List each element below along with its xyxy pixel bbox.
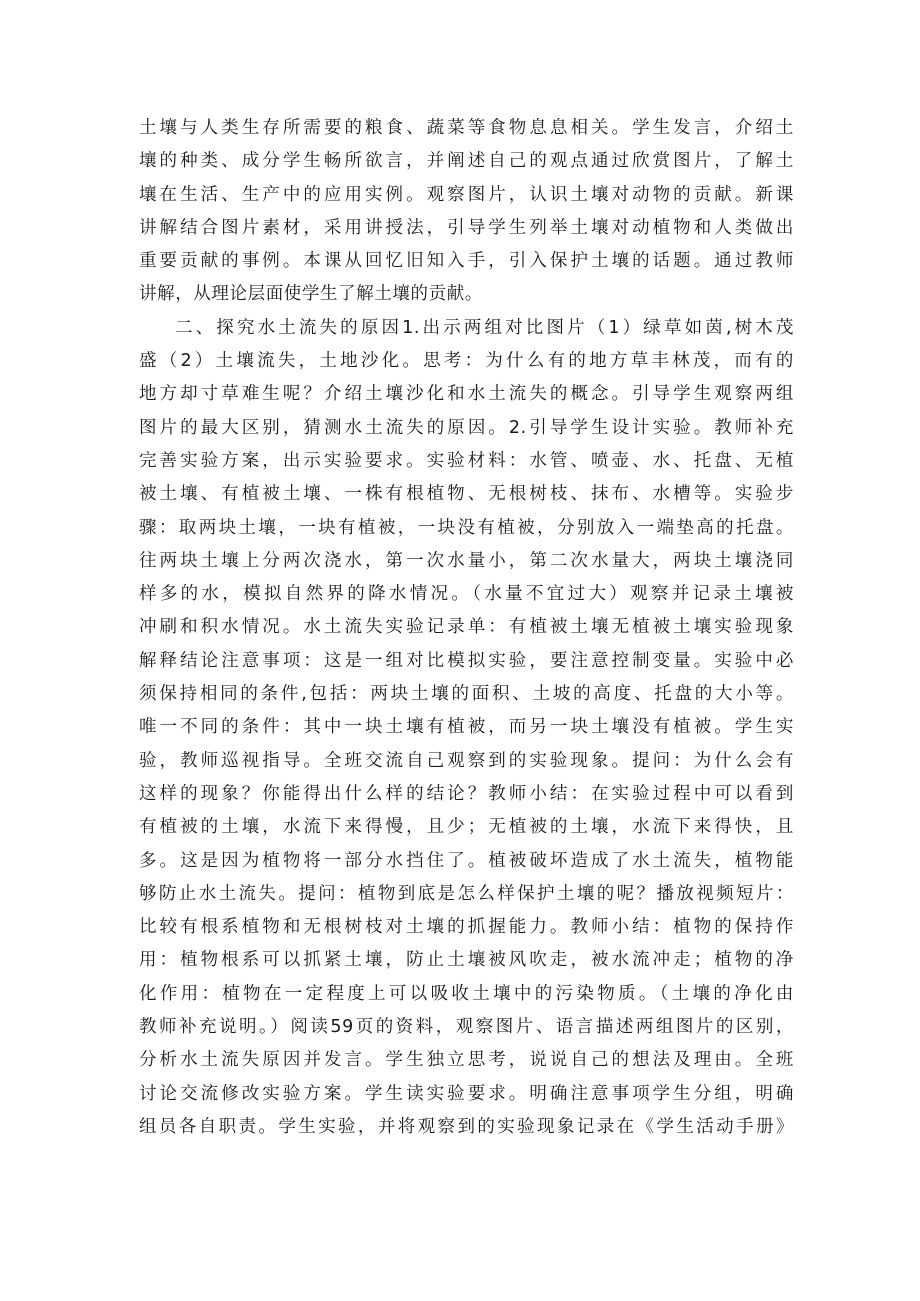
text-line: 须保持相同的条件,包括：两块土壤的面积、土坡的高度、托盘的大小等。 [139, 684, 794, 705]
text-line: 地方却寸草难生呢？介绍土壤沙化和水土流失的概念。引导学生观察两组 [139, 384, 794, 405]
text-line: 图片的最大区别，猜测水土流失的原因。2.引导学生设计实验。教师补充 [139, 417, 794, 438]
text-line: 有植被的土壤，水流下来得慢，且少；无植被的土壤，水流下来得快，且 [139, 817, 794, 838]
text-line: 讲解结合图片素材，采用讲授法，引导学生列举土壤对动植物和人类做出 [139, 217, 794, 238]
text-line: 解释结论注意事项：这是一组对比模拟实验，要注意控制变量。实验中必 [139, 650, 794, 671]
text-line: 重要贡献的事例。本课从回忆旧知入手，引入保护土壤的话题。通过教师 [139, 251, 794, 272]
text-line: 壤的种类、成分学生畅所欲言，并阐述自己的观点通过欣赏图片，了解土 [139, 151, 794, 172]
text-line: 教师补充说明。）阅读59页的资料，观察图片、语言描述两组图片的区别， [139, 1017, 794, 1038]
text-line: 验，教师巡视指导。全班交流自己观察到的实验现象。提问：为什么会有 [139, 750, 794, 771]
text-line: 壤在生活、生产中的应用实例。观察图片，认识土壤对动物的贡献。新课 [139, 184, 794, 205]
text-line: 唯一不同的条件：其中一块土壤有植被，而另一块土壤没有植被。学生实 [139, 717, 794, 738]
text-line: 用：植物根系可以抓紧土壤，防止土壤被风吹走，被水流冲走；植物的净 [139, 950, 794, 971]
text-line: 组员各自职责。学生实验，并将观察到的实验现象记录在《学生活动手册》 [139, 1116, 794, 1137]
text-line: 比较有根系植物和无根树枝对土壤的抓握能力。教师小结：植物的保持作 [139, 917, 794, 938]
text-line: 这样的现象？你能得出什么样的结论？教师小结：在实验过程中可以看到 [139, 783, 794, 804]
text-line: 化作用：植物在一定程度上可以吸收土壤中的污染物质。（土壤的净化由 [139, 983, 794, 1004]
text-line: 完善实验方案，出示实验要求。实验材料：水管、喷壶、水、托盘、无植 [139, 450, 794, 471]
text-line: 够防止水土流失。提问：植物到底是怎么样保护土壤的呢？播放视频短片： [139, 883, 794, 904]
text-line: 样多的水，模拟自然界的降水情况。（水量不宜过大）观察并记录土壤被 [139, 584, 794, 605]
text-line: 冲刷和积水情况。水土流失实验记录单：有植被土壤无植被土壤实验现象 [139, 617, 794, 638]
text-line: 盛（2）土壤流失，土地沙化。思考：为什么有的地方草丰林茂，而有的 [139, 351, 794, 372]
text-line: 骤：取两块土壤，一块有植被，一块没有植被，分别放入一端垫高的托盘。 [139, 517, 794, 538]
text-line: 讲解，从理论层面使学生了解土壤的贡献。 [139, 284, 483, 305]
document-body [139, 112, 794, 1144]
section-heading-line: 二、探究水土流失的原因1.出示两组对比图片（1）绿草如茵,树木茂 [175, 317, 794, 338]
text-line: 土壤与人类生存所需要的粮食、蔬菜等食物息息相关。学生发言，介绍土 [139, 118, 794, 138]
text-line: 讨论交流修改实验方案。学生读实验要求。明确注意事项学生分组，明确 [139, 1083, 794, 1104]
text-line: 被土壤、有植被土壤、一株有根植物、无根树枝、抹布、水槽等。实验步 [139, 484, 794, 505]
text-line: 分析水土流失原因并发言。学生独立思考，说说自己的想法及理由。全班 [139, 1050, 794, 1071]
text-line: 往两块土壤上分两次浇水，第一次水量小，第二次水量大，两块土壤浇同 [139, 550, 794, 571]
text-line: 多。这是因为植物将一部分水挡住了。植被破坏造成了水土流失，植物能 [139, 850, 794, 871]
